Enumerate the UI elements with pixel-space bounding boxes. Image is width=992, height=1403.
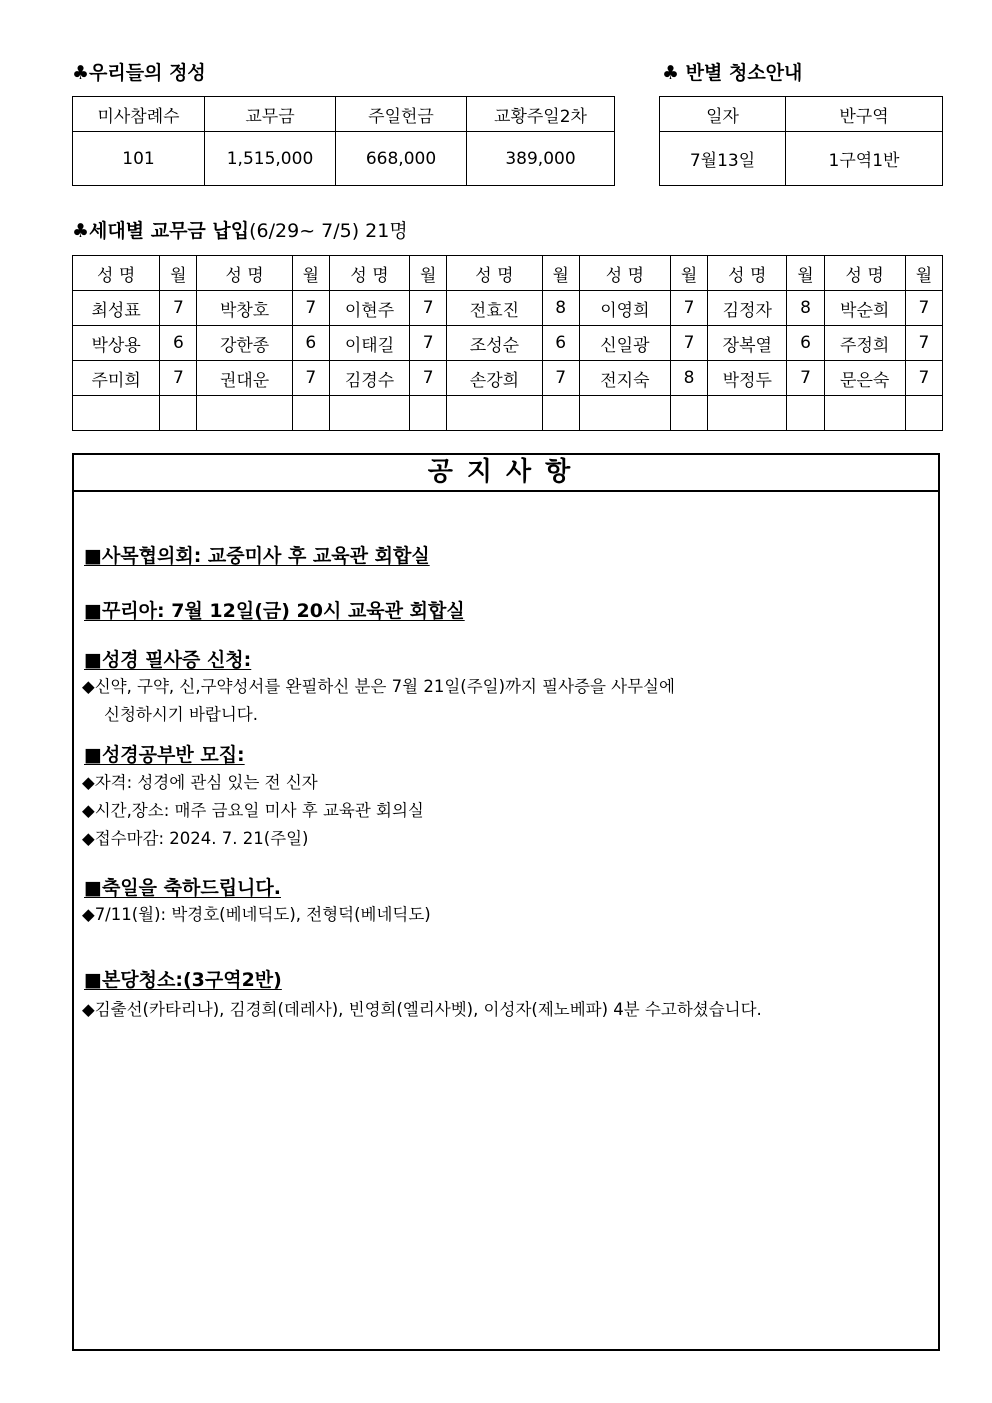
notice-bible-transcription: ■성경 필사증 신청: bbox=[84, 649, 252, 671]
offering-header: 주일헌금 bbox=[336, 97, 467, 132]
dues-member-name: 문은숙 bbox=[824, 361, 905, 396]
dues-member-name: 박창호 bbox=[197, 291, 292, 326]
dues-member-name: 주미희 bbox=[73, 361, 160, 396]
dues-member-name bbox=[824, 396, 905, 431]
dues-title-main: ♣세대별 교무금 납입 bbox=[72, 220, 250, 242]
dues-member-name: 주정희 bbox=[824, 326, 905, 361]
dues-member-month bbox=[292, 396, 329, 431]
dues-member-month: 7 bbox=[905, 291, 942, 326]
dues-member-month bbox=[905, 396, 942, 431]
notice-pastoral-council: ■사목협의회: 교중미사 후 교육관 회합실 bbox=[84, 545, 430, 567]
dues-member-name bbox=[197, 396, 292, 431]
dues-member-month: 7 bbox=[671, 291, 708, 326]
dues-member-month bbox=[671, 396, 708, 431]
dues-member-month: 7 bbox=[671, 326, 708, 361]
notice-feast-day: ■축일을 축하드립니다. bbox=[84, 877, 281, 899]
dues-header-name: 성 명 bbox=[708, 256, 787, 291]
offering-value: 101 bbox=[73, 132, 205, 186]
notice-box bbox=[72, 453, 940, 1351]
cleaning-title: ♣ 반별 청소안내 bbox=[662, 62, 803, 84]
dues-member-name: 손강희 bbox=[447, 361, 542, 396]
cleaning-value: 1구역1반 bbox=[786, 132, 943, 186]
dues-member-month: 7 bbox=[410, 291, 447, 326]
dues-member-month bbox=[542, 396, 579, 431]
dues-member-month: 7 bbox=[160, 291, 197, 326]
dues-member-month: 7 bbox=[905, 361, 942, 396]
dues-member-name bbox=[708, 396, 787, 431]
dues-member-month: 7 bbox=[292, 361, 329, 396]
dues-header-name: 성 명 bbox=[579, 256, 670, 291]
notice-line: 신청하시기 바랍니다. bbox=[104, 705, 258, 724]
cleaning-value: 7월13일 bbox=[660, 132, 786, 186]
notice-line: ◆접수마감: 2024. 7. 21(주일) bbox=[82, 829, 309, 848]
notice-line: ◆김출선(카타리나), 김경희(데레사), 빈영희(엘리사벳), 이성자(제노베파) 4분 수고하셨습니다. bbox=[82, 1000, 762, 1019]
dues-member-name: 박정두 bbox=[708, 361, 787, 396]
dues-header-month: 월 bbox=[787, 256, 824, 291]
dues-member-month: 7 bbox=[410, 326, 447, 361]
dues-member-month: 6 bbox=[292, 326, 329, 361]
dues-member-name: 신일광 bbox=[579, 326, 670, 361]
dues-row bbox=[73, 361, 943, 396]
dues-header-month: 월 bbox=[410, 256, 447, 291]
dues-member-month bbox=[160, 396, 197, 431]
dues-member-name bbox=[73, 396, 160, 431]
dues-member-name: 조성순 bbox=[447, 326, 542, 361]
dues-member-month: 6 bbox=[787, 326, 824, 361]
dues-row bbox=[73, 326, 943, 361]
dues-member-name: 장복열 bbox=[708, 326, 787, 361]
dues-member-name: 전효진 bbox=[447, 291, 542, 326]
dues-member-month: 7 bbox=[542, 361, 579, 396]
dues-header-month: 월 bbox=[671, 256, 708, 291]
dues-header-month: 월 bbox=[160, 256, 197, 291]
offering-header: 미사참례수 bbox=[73, 97, 205, 132]
dues-header-name: 성 명 bbox=[824, 256, 905, 291]
dues-member-name: 김정자 bbox=[708, 291, 787, 326]
dues-member-month: 7 bbox=[905, 326, 942, 361]
dues-member-name: 전지숙 bbox=[579, 361, 670, 396]
dues-member-month: 7 bbox=[160, 361, 197, 396]
notice-heading: 공지사항 bbox=[74, 455, 938, 492]
dues-member-name bbox=[447, 396, 542, 431]
dues-member-month bbox=[410, 396, 447, 431]
dues-header-name: 성 명 bbox=[197, 256, 292, 291]
dues-member-name: 권대운 bbox=[197, 361, 292, 396]
dues-title-period: (6/29~ 7/5) 21명 bbox=[249, 220, 408, 242]
dues-table bbox=[72, 255, 943, 431]
dues-header-name: 성 명 bbox=[73, 256, 160, 291]
dues-member-month: 7 bbox=[787, 361, 824, 396]
dues-header-month: 월 bbox=[292, 256, 329, 291]
notice-line: ◆자격: 성경에 관심 있는 전 신자 bbox=[82, 773, 318, 792]
dues-member-name: 박상용 bbox=[73, 326, 160, 361]
cleaning-header: 일자 bbox=[660, 97, 786, 132]
dues-row bbox=[73, 396, 943, 431]
dues-member-month: 8 bbox=[542, 291, 579, 326]
dues-header-month: 월 bbox=[542, 256, 579, 291]
dues-member-month: 7 bbox=[292, 291, 329, 326]
dues-member-name bbox=[579, 396, 670, 431]
offering-title: ♣우리들의 정성 bbox=[72, 62, 206, 84]
cleaning-table bbox=[659, 96, 943, 186]
offering-value: 389,000 bbox=[467, 132, 615, 186]
dues-member-month: 6 bbox=[542, 326, 579, 361]
dues-member-name: 이현주 bbox=[329, 291, 409, 326]
dues-member-month: 6 bbox=[160, 326, 197, 361]
offering-value: 668,000 bbox=[336, 132, 467, 186]
notice-curia: ■꾸리아: 7월 12일(금) 20시 교육관 회합실 bbox=[84, 600, 465, 622]
dues-header-name: 성 명 bbox=[329, 256, 409, 291]
notice-line: ◆신약, 구약, 신,구약성서를 완필하신 분은 7월 21일(주일)까지 필사증을 사무실에 bbox=[82, 677, 675, 696]
dues-header-month: 월 bbox=[905, 256, 942, 291]
dues-member-name: 박순희 bbox=[824, 291, 905, 326]
notice-line: ◆7/11(월): 박경호(베네딕도), 전형덕(베네딕도) bbox=[82, 905, 431, 924]
dues-member-name: 최성표 bbox=[73, 291, 160, 326]
dues-header-name: 성 명 bbox=[447, 256, 542, 291]
dues-member-name: 이영희 bbox=[579, 291, 670, 326]
offering-table bbox=[72, 96, 615, 186]
dues-member-month: 7 bbox=[410, 361, 447, 396]
notice-line: ◆시간,장소: 매주 금요일 미사 후 교육관 회의실 bbox=[82, 801, 424, 820]
offering-header: 교무금 bbox=[205, 97, 336, 132]
dues-member-month: 8 bbox=[671, 361, 708, 396]
dues-row bbox=[73, 291, 943, 326]
dues-member-name bbox=[329, 396, 409, 431]
dues-member-name: 이태길 bbox=[329, 326, 409, 361]
dues-title bbox=[72, 216, 408, 243]
dues-member-name: 김경수 bbox=[329, 361, 409, 396]
dues-member-name: 강한종 bbox=[197, 326, 292, 361]
cleaning-header: 반구역 bbox=[786, 97, 943, 132]
notice-bible-study: ■성경공부반 모집: bbox=[84, 744, 245, 766]
dues-member-month: 8 bbox=[787, 291, 824, 326]
dues-member-month bbox=[787, 396, 824, 431]
notice-church-cleaning: ■본당청소:(3구역2반) bbox=[84, 969, 282, 991]
offering-value: 1,515,000 bbox=[205, 132, 336, 186]
offering-header: 교황주일2차 bbox=[467, 97, 615, 132]
